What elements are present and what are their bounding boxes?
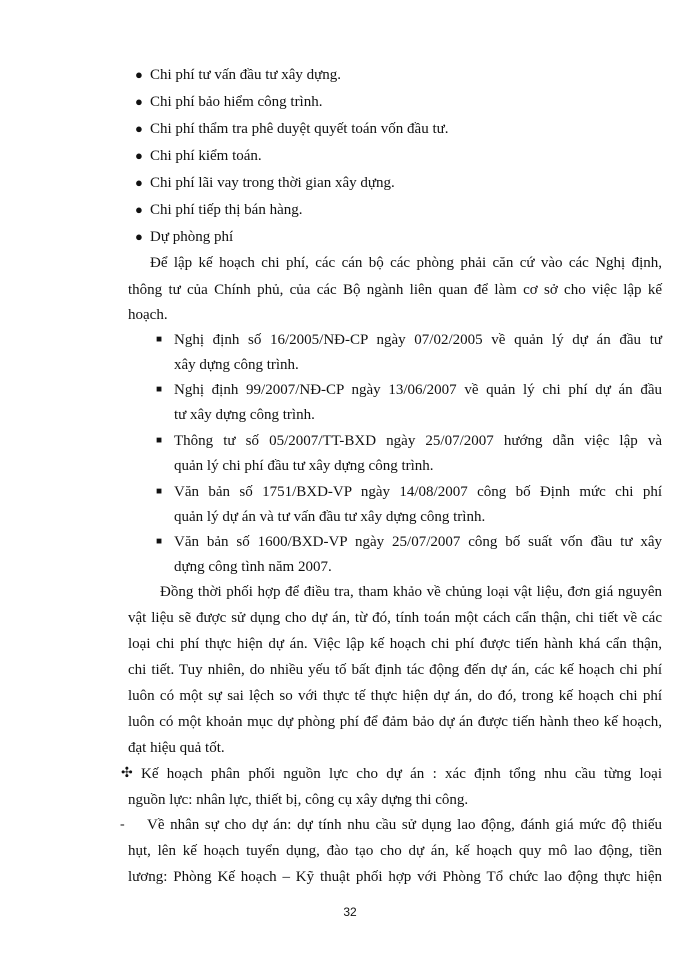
legal-doc-line: xây dựng công trình. — [174, 357, 299, 373]
dash-marker: - — [120, 817, 125, 832]
hr-item-line: Về nhân sự cho dự án: dự tính nhu cầu sử dụng lao động, đánh giá mức độ thiếu — [147, 817, 662, 833]
bullet-icon: ● — [135, 202, 143, 217]
resource-plan-line: Kế hoạch phân phối nguồn lực cho dự án : xác định tổng nhu cầu từng loại — [141, 766, 662, 782]
bullet-icon: ● — [135, 175, 143, 190]
coordination-paragraph-line: chi tiết. Tuy nhiên, do nhiều yếu tố bất định tác động đến dự án, các kế hoạch chi phí — [128, 662, 662, 678]
bullet-icon: ● — [135, 148, 143, 163]
legal-doc-line: Văn bản số 1600/BXD-VP ngày 25/07/2007 công bố suất vốn đầu tư xây — [174, 534, 662, 550]
intro-paragraph-line: Để lập kế hoạch chi phí, các cán bộ các phòng phải căn cứ vào các Nghị định, — [150, 255, 662, 271]
legal-doc-line: Thông tư số 05/2007/TT-BXD ngày 25/07/2007 hướng dẫn việc lập và — [174, 433, 662, 449]
hr-item-line: lương: Phòng Kế hoạch – Kỹ thuật phối hợp với Phòng Tổ chức lao động thực hiện — [128, 869, 662, 885]
legal-doc-line: Nghị định 99/2007/NĐ-CP ngày 13/06/2007 về quản lý chi phí dự án đầu — [174, 382, 662, 398]
resource-plan-line: nguồn lực: nhân lực, thiết bị, công cụ xây dựng thi công. — [128, 792, 469, 808]
legal-doc-line: tư xây dựng công trình. — [174, 407, 315, 423]
coordination-paragraph-line: vật liệu sẽ được sử dụng cho dự án, từ đó, tính toán một cách cẩn thận, chi tiết về các — [128, 610, 662, 626]
coordination-paragraph-line: Đồng thời phối hợp để điều tra, tham khảo về chủng loại vật liệu, đơn giá nguyên — [160, 584, 662, 600]
intro-paragraph-line: hoạch. — [128, 307, 168, 323]
bullet-icon: ● — [135, 67, 143, 82]
square-bullet-icon: ■ — [156, 384, 163, 395]
page-number: 32 — [343, 905, 357, 919]
document-page: ● Chi phí tư vấn đầu tư xây dựng. ● Chi phí bảo hiểm công trình. ● Chi phí thẩm tra phê duyệt quyết toán vốn đầu tư. ● Chi phí kiểm toán. ● Chi phí lãi vay trong thời gian xây dựng. ● Chi phí tiếp thị bán hàng. ● Dự phòng phí Để lập kế hoạch chi phí, các cán bộ các phòng phải căn cứ vào các Nghị định, thông tư của Chính phủ, của các Bộ ngành liên quan để làm cơ sở cho việc lập kế hoạch. ■ Nghị định số 16/2005/NĐ-CP ngày 07/02/2005 về quản lý dự án đầu tư xây dựng công trình. ■ Nghị định 99/2007/NĐ-CP ngày 13/06/2007 về quản lý chi phí dự án đầu tư xây dựng công trình. ■ Thông tư số 05/2007/TT-BXD ngày 25/07/2007 hướng dẫn việc lập và quản lý chi phí đầu tư xây dựng công trình. ■ Văn bản số 1751/BXD-VP ngày 14/08/2007 công bố Định mức chi phí quản lý dự án và tư vấn đầu tư xây dựng công trình. ■ Văn bản số 1600/BXD-VP ngày 25/07/2007 công bố suất vốn đầu tư xây dựng công tình năm 2007. Đồng thời phối hợp để điều tra, tham khảo về chủng loại vật liệu, đơn giá nguyên vật liệu sẽ được sử dụng cho dự án, từ đó, tính toán một cách cẩn thận, chi tiết về các loại chi phí thực hiện dự án. Việc lập kế hoạch chi phí được tiến hành khá cẩn thận, chi tiết. Tuy nhiên, do nhiều yếu tố bất định tác động đến dự án, các kế hoạch chi phí luôn có một sự sai lệch so với thực tế thực hiện dự án, do đó, trong kế hoạch chi phí luôn có một khoản mục dự phòng phí để đảm bảo dự án được tiến hành theo kế hoạch, đạt hiệu quả tốt. ✣ Kế hoạch phân phối nguồn lực cho dự án : xác định tổng nhu cầu từng loại nguồn lực: nhân lực, thiết bị, công cụ xây dựng thi công. - Về nhân sự cho dự án: dự tính nhu cầu sử dụng lao động, đánh giá mức độ thiếu hụt, lên kế hoạch tuyển dụng, đào tạo cho dự án, kế hoạch quy mô lao động, tiền lương: Phòng Kế hoạch – Kỹ thuật phối hợp với Phòng Tổ chức lao động thực hiện 32 — [0, 0, 700, 960]
bullet-icon: ● — [135, 229, 143, 244]
legal-doc-line: quản lý chi phí đầu tư xây dựng công trình. — [174, 458, 434, 474]
hr-item-line: hụt, lên kế hoạch tuyển dụng, đào tạo cho dự án, kế hoạch quy mô lao động, tiền — [128, 843, 662, 859]
bullet-icon: ● — [135, 94, 143, 109]
coordination-paragraph-line: loại chi phí thực hiện dự án. Việc lập kế hoạch chi phí được tiến hành khá cẩn thận, — [128, 636, 662, 652]
bullet-icon: ● — [135, 121, 143, 136]
square-bullet-icon: ■ — [156, 486, 163, 497]
diamond-bullet-icon: ✣ — [121, 766, 133, 781]
coordination-paragraph-line: đạt hiệu quả tốt. — [128, 740, 225, 756]
intro-paragraph-line: thông tư của Chính phủ, của các Bộ ngành liên quan để làm cơ sở cho việc lập kế — [128, 282, 662, 298]
square-bullet-icon: ■ — [156, 435, 163, 446]
legal-doc-line: dựng công tình năm 2007. — [174, 559, 332, 575]
legal-doc-line: Nghị định số 16/2005/NĐ-CP ngày 07/02/2005 về quản lý dự án đầu tư — [174, 332, 662, 348]
legal-doc-line: Văn bản số 1751/BXD-VP ngày 14/08/2007 công bố Định mức chi phí — [174, 484, 662, 500]
coordination-paragraph-line: luôn có một sự sai lệch so với thực tế thực hiện dự án, do đó, trong kế hoạch chi phí — [128, 688, 662, 704]
square-bullet-icon: ■ — [156, 536, 163, 547]
square-bullet-icon: ■ — [156, 334, 163, 345]
legal-doc-line: quản lý dự án và tư vấn đầu tư xây dựng công trình. — [174, 509, 486, 525]
coordination-paragraph-line: luôn có một khoản mục dự phòng phí để đảm bảo dự án được tiến hành theo kế hoạch, — [128, 714, 662, 730]
